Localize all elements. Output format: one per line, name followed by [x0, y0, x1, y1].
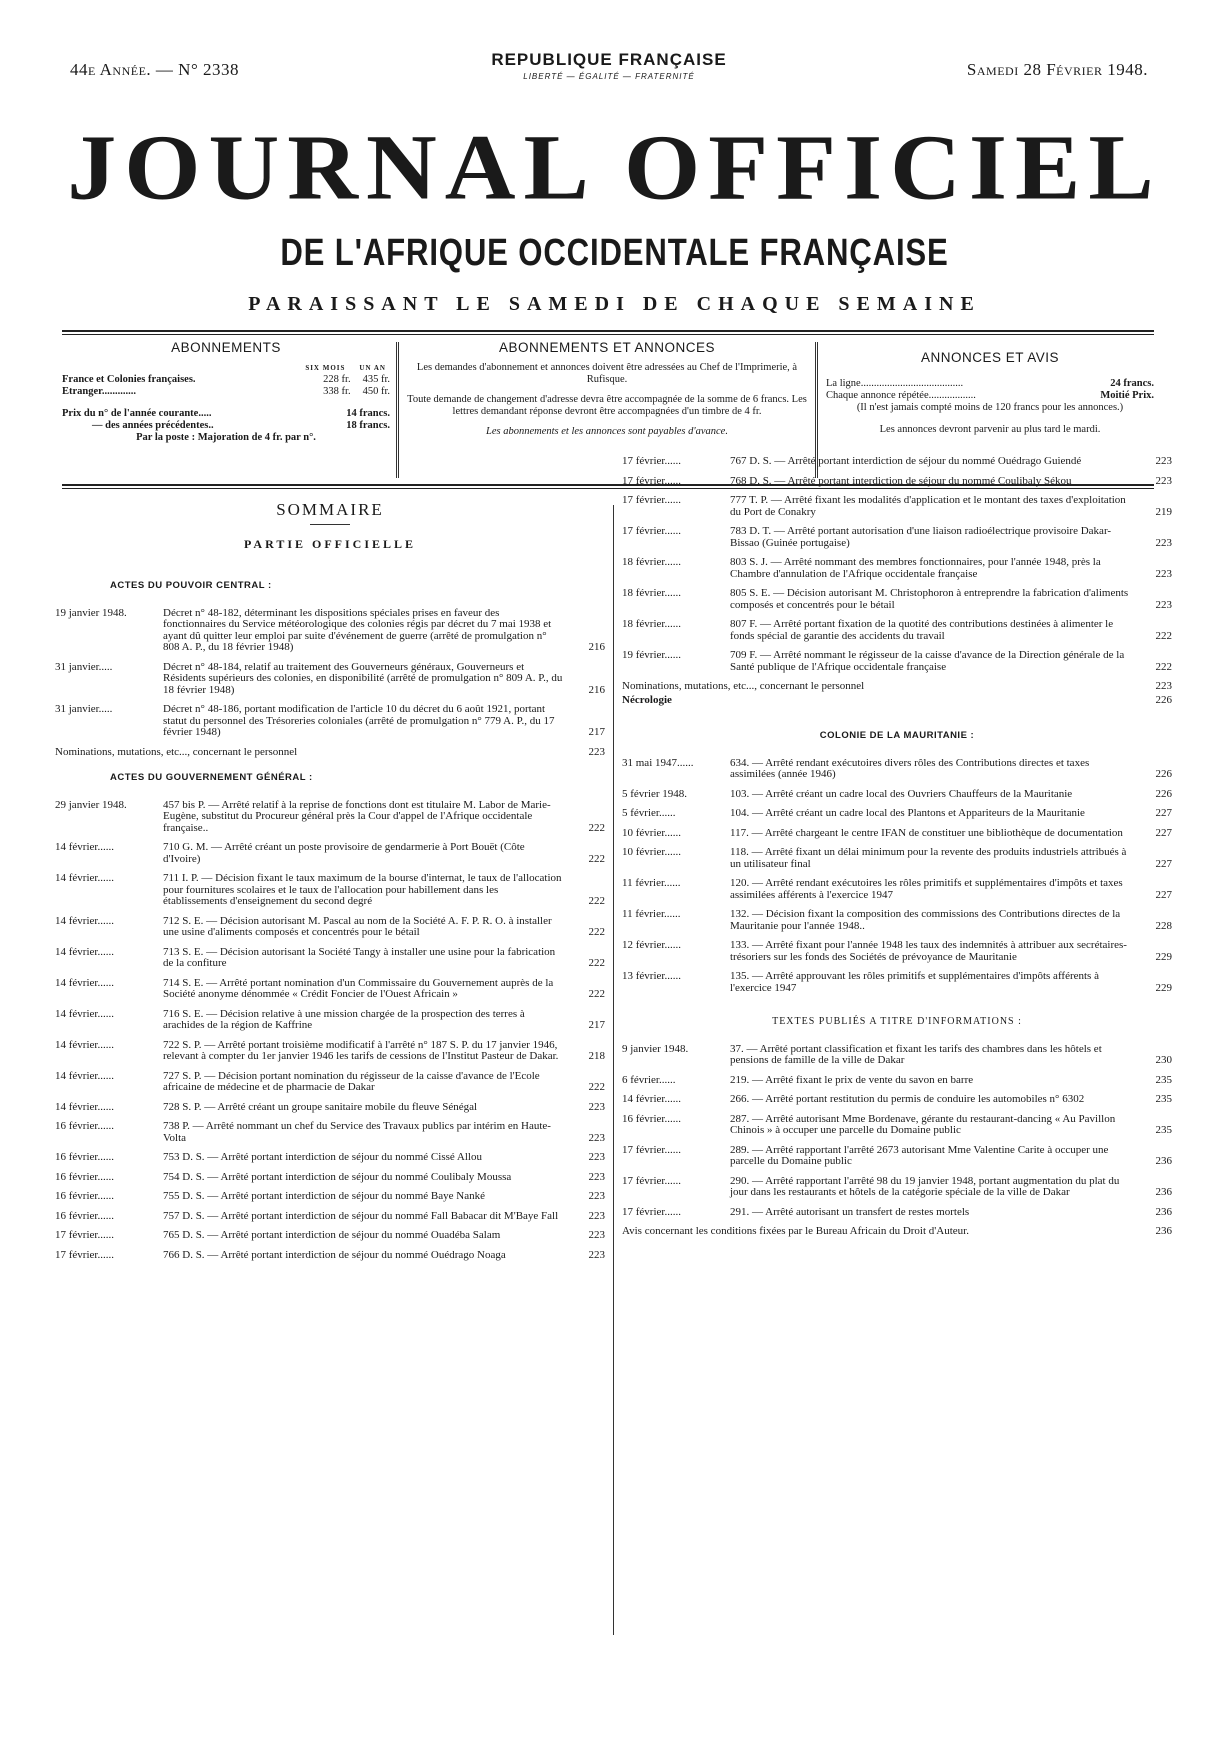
entry-date: 31 janvier.....: [55, 703, 113, 715]
address-note: Les demandes d'abonnement et annonces doivent être adressées au Chef de l'Imprimerie, à Rufisque.: [416, 362, 798, 385]
entry-page: 222: [588, 926, 605, 938]
entry-date: 16 février......: [55, 1170, 114, 1183]
sommaire-title: SOMMAIRE: [276, 500, 384, 519]
entry-page: 223: [1155, 474, 1172, 487]
entry-text: 716 S. E. — Décision relative à une mission chargée de la prospection des terres à arachides de la région de Kaffrine: [163, 1007, 525, 1031]
entry-page: 223: [1155, 536, 1172, 549]
entry-page: 236: [1155, 1186, 1172, 1198]
subscriptions-column-headers: [62, 362, 390, 374]
issue-date: Samedi 28 Février 1948.: [966, 60, 1148, 79]
sommaire-entry: [55, 947, 605, 970]
sommaire-entry: [622, 1094, 1172, 1106]
sommaire-entry: [622, 847, 1172, 870]
entry-text: 753 D. S. — Arrêté portant interdiction de séjour du nommé Cissé Allou: [163, 1151, 482, 1163]
sommaire-entry: [622, 650, 1172, 673]
necrologie-entry: Nécrologie 226: [622, 693, 1172, 706]
entry-text: 807 F. — Arrêté portant fixation de la quotité des contributions destinées à alimenter le fonds spécial de garantie des accidents du travail: [730, 618, 1114, 642]
sommaire-entry: [55, 916, 605, 939]
entry-page: 223: [588, 1131, 605, 1144]
sommaire-entry: [55, 1009, 605, 1032]
sommaire-entry: [55, 1102, 605, 1114]
entry-page: 223: [588, 1209, 605, 1222]
sommaire-entry: [622, 619, 1172, 642]
sommaire-entry: [55, 1211, 605, 1223]
sommaire-entry: [55, 1250, 605, 1262]
entry-text: 634. — Arrêté rendant exécutoires divers rôles des Contributions directes et taxes assimilées (année 1946): [730, 756, 1090, 780]
entry-page: 223: [1155, 455, 1172, 467]
entry-text: 757 D. S. — Arrêté portant interdiction de séjour du nommé Fall Babacar dit M'Baye Fall: [163, 1209, 559, 1222]
entry-text: 104. — Arrêté créant un cadre local des Plantons et Appariteurs de la Mauritanie: [730, 807, 1085, 819]
entry-text: 722 S. P. — Arrêté portant troisième modificatif à l'arrêté n° 187 S. P. du 17 janvier 1946, relevant à compter du 1er janvier 1946 les tarifs de cessions de l'Institut Pasteur de Dakar.: [163, 1038, 559, 1062]
entry-page: 219: [1155, 505, 1172, 518]
entry-date: 16 février......: [622, 1112, 681, 1125]
ads-notices-heading: ANNONCES ET AVIS: [920, 350, 1060, 365]
journal-subtitle: DE L'AFRIQUE OCCIDENTALE FRANÇAISE: [280, 232, 949, 274]
entry-date: 29 janvier 1948.: [55, 798, 127, 811]
entry-text: 219. — Arrêté fixant le prix de vente du savon en barre: [730, 1073, 974, 1086]
entry-page: 223: [588, 1229, 605, 1241]
sommaire-entry: [622, 1145, 1172, 1168]
sommaire-entry: [622, 526, 1172, 549]
entry-date: 11 février......: [622, 877, 681, 889]
entry-date: 14 février......: [55, 1038, 114, 1051]
entry-text: 266. — Arrêté portant restitution du permis de conduire les automobiles n° 6302: [730, 1093, 1085, 1105]
sommaire-entry: [622, 1207, 1172, 1219]
entry-text: 767 D. S. — Arrêté portant interdiction de séjour du nommé Ouédrago Guiendé: [730, 455, 1082, 467]
sommaire-entry: [55, 1191, 605, 1203]
sommaire-entry: [622, 1114, 1172, 1137]
entry-date: 18 février......: [622, 556, 681, 568]
entry-page: 230: [1155, 1054, 1172, 1066]
right-nominations-entry: Nominations, mutations, etc..., concernant le personnel 223: [622, 680, 1172, 692]
price-current-year: Prix du n° de l'année courante..... 14 francs.: [62, 408, 390, 419]
entry-date: 17 février......: [622, 455, 681, 467]
entry-text: 712 S. E. — Décision autorisant M. Pascal au nom de la Société A. F. P. R. O. à installer une usine d'aliments composés et concentrés pour le bétail: [163, 914, 552, 938]
sommaire-entry: [55, 873, 605, 908]
entry-text: 290. — Arrêté rapportant l'arrêté 98 du 19 janvier 1948, portant augmentation du plat du jour dans les restaurants et hôtels de la catégorie spéciale de la ville de Dakar: [730, 1174, 1120, 1198]
entry-text: 103. — Arrêté créant un cadre local des Ouvriers Chauffeurs de la Mauritanie: [730, 787, 1073, 800]
entry-date: 5 février......: [622, 807, 676, 819]
sommaire-entry: [622, 828, 1172, 840]
sommaire-entry: [622, 971, 1172, 994]
entry-date: 14 février......: [55, 872, 114, 884]
entry-text: 805 S. E. — Décision autorisant M. Christophoron à entreprendre la fabrication d'aliments composés et concentrés pour le bétail: [730, 587, 1129, 611]
sommaire-entry: [55, 1230, 605, 1242]
entry-text: 133. — Arrêté fixant pour l'année 1948 les taux des indemnités à attribuer aux secrétaires-trésoriers sur les fonds des Sociétés de prévoyance de Mauritanie: [730, 939, 1127, 963]
entry-date: 10 février......: [622, 846, 681, 858]
entry-text: Décret n° 48-184, relatif au traitement des Gouverneurs généraux, Gouverneurs et Résidents supérieurs des colonies, en disponibilité (arrêté de promulgation n° 809 A. P., du 18 février 1948): [163, 660, 563, 696]
publication-frequency: PARAISSANT LE SAMEDI DE CHAQUE SEMAINE: [248, 293, 981, 315]
entry-text: 738 P. — Arrêté nommant un chef du Service des Travaux publics par intérim en Haute-Volta: [163, 1120, 551, 1144]
entry-page: 217: [588, 1019, 605, 1031]
ad-repeat-price: Chaque annonce répétée.................. Moitié Prix.: [826, 390, 1154, 401]
sommaire-entry: [622, 789, 1172, 801]
sommaire-right-column: [622, 456, 1172, 1246]
entry-date: 18 février......: [622, 587, 681, 599]
entry-text: Décret n° 48-186, portant modification de l'article 10 du décret du 6 août 1921, portant statut du personnel des Trésoreries coloniales (arrêté de promulgation n° 779 A. P., du 17 février 1948): [163, 703, 555, 738]
entry-page: 223: [588, 1151, 605, 1163]
sommaire-entry: [622, 758, 1172, 781]
sommaire-entry: [55, 1152, 605, 1164]
entry-page: 235: [1155, 1093, 1172, 1105]
subscriptions-and-ads-heading: ABONNEMENTS ET ANNONCES: [498, 340, 716, 355]
entry-date: 19 février......: [622, 649, 681, 661]
entry-page: 228: [1155, 919, 1172, 932]
entry-date: 14 février......: [55, 1100, 114, 1113]
entry-date: 14 février......: [622, 1093, 681, 1105]
sommaire-entry: [622, 1075, 1172, 1087]
section-textes-informations: TEXTES PUBLIÉS A TITRE D'INFORMATIONS :: [772, 1016, 1022, 1027]
entry-date: 16 février......: [55, 1151, 114, 1163]
entry-page: 223: [588, 1248, 605, 1261]
entry-page: 227: [1155, 857, 1172, 870]
ad-deadline-note: Les annonces devront parvenir au plus tard le mardi.: [879, 424, 1101, 435]
entry-date: 14 février......: [55, 914, 114, 927]
textes-informations-list: [622, 1044, 1172, 1219]
header-rule-top-thin: [62, 334, 1154, 335]
entry-date: 14 février......: [55, 945, 114, 958]
box-separator-1: [396, 342, 399, 478]
entry-text: 803 S. J. — Arrêté nommant des membres fonctionnaires, pour l'année 1948, près la Chambre d'annulation de l'Afrique occidentale française: [730, 556, 1101, 580]
entry-date: 12 février......: [622, 939, 681, 951]
column-separator: [613, 505, 614, 1635]
entry-date: 16 février......: [55, 1190, 114, 1202]
entry-date: 9 janvier 1948.: [622, 1042, 689, 1055]
sommaire-entry: [622, 476, 1172, 488]
sommaire-entry: [55, 1172, 605, 1184]
sommaire-entry: [622, 456, 1172, 468]
entry-date: 16 février......: [55, 1209, 114, 1222]
entry-page: 222: [588, 957, 605, 969]
entry-page: 222: [588, 988, 605, 1000]
entry-text: 132. — Décision fixant la composition des commissions des Contributions directes de la Mauritanie pour l'année 1948..: [730, 908, 1121, 932]
sommaire-entry: [622, 808, 1172, 820]
entry-date: 17 février......: [622, 1174, 681, 1187]
sommaire-entry: [55, 608, 605, 654]
entry-text: 37. — Arrêté portant classification et fixant les tarifs des chambres dans les hôtels et pensions de famille de la ville de Dakar: [730, 1042, 1102, 1066]
entry-date: 11 février......: [622, 908, 681, 920]
entry-text: 118. — Arrêté fixant un délai minimum pour la revente des produits industriels attribués à un utilisateur final: [730, 846, 1127, 870]
entry-text: 117. — Arrêté chargeant le centre IFAN de constituer une bibliothèque de documentation: [730, 826, 1123, 839]
entry-page: 222: [1155, 629, 1172, 642]
entry-text: 777 T. P. — Arrêté fixant les modalités d'application et le montant des taxes d'exploitation du Port de Conakry: [730, 494, 1126, 518]
sommaire-entry: [55, 842, 605, 865]
republic-name: REPUBLIQUE FRANÇAISE: [491, 50, 727, 69]
entry-text: 755 D. S. — Arrêté portant interdiction de séjour du nommé Baye Nanké: [163, 1190, 485, 1202]
change-address-note: Toute demande de changement d'adresse devra être accompagnée de la somme de 6 francs. Les lettres demandant réponse devront être accompagnées d'un timbre de 4 fr.: [407, 394, 807, 417]
entry-page: 218: [588, 1050, 605, 1062]
entry-page: 227: [1155, 807, 1172, 819]
entry-text: 711 I. P. — Décision fixant le taux maximum de la bourse d'internat, le taux de l'allocation pour fournitures scolaires et le taux de l'allocation pour habillement dans les établissements d'enseignement du second degré: [163, 872, 562, 907]
entry-text: 120. — Arrêté rendant exécutoires les rôles primitifs et supplémentaires d'impôts et taxes assimilées afférents à l'exercice 1947: [730, 877, 1123, 901]
entry-date: 14 février......: [55, 1069, 114, 1082]
entry-date: 13 février......: [622, 970, 681, 982]
entry-page: 229: [1155, 950, 1172, 963]
sommaire-entry: [622, 878, 1172, 901]
entry-page: 222: [588, 852, 605, 865]
entry-date: 10 février......: [622, 826, 681, 839]
sommaire-entry: [55, 978, 605, 1001]
entry-page: 223: [588, 1100, 605, 1113]
republic-header: [491, 50, 726, 81]
entry-date: 31 mai 1947......: [622, 756, 694, 769]
entry-date: 14 février......: [55, 1007, 114, 1020]
entry-text: 765 D. S. — Arrêté portant interdiction de séjour du nommé Ouadéba Salam: [163, 1229, 501, 1241]
entry-page: 236: [1155, 1205, 1172, 1218]
subscription-row-foreign: Etranger............. 338 fr. 450 fr.: [62, 386, 390, 397]
sommaire-entry: [55, 1040, 605, 1063]
subscriptions-heading: ABONNEMENTS: [171, 340, 281, 355]
entry-page: 222: [588, 821, 605, 834]
sommaire-entry: [55, 1071, 605, 1094]
avis-droit-auteur-entry: Avis concernant les conditions fixées par le Bureau Africain du Droit d'Auteur. 236: [622, 1225, 1172, 1237]
sommaire-entry: [622, 909, 1172, 932]
entry-date: 17 février......: [55, 1248, 114, 1261]
price-previous-years: — des années précédentes.. 18 francs.: [92, 420, 390, 431]
entry-text: 714 S. E. — Arrêté portant nomination d'un Commissaire du Gouvernement auprès de la Société anonyme dénommée « Crédit Foncier de l'Ouest Africain »: [163, 976, 554, 1000]
entry-date: 14 février......: [55, 841, 114, 853]
entry-date: 17 février......: [622, 1205, 681, 1218]
ad-line-price: La ligne....................................... 24 francs.: [826, 378, 1154, 389]
header-rule-top: [62, 330, 1154, 332]
entry-date: 17 février......: [55, 1229, 114, 1241]
entry-text: 728 S. P. — Arrêté créant un groupe sanitaire mobile du fleuve Sénégal: [163, 1100, 478, 1113]
sommaire-entry: [622, 588, 1172, 611]
sommaire-entry: [622, 495, 1172, 518]
entry-date: 17 février......: [622, 474, 681, 487]
entry-date: 5 février 1948.: [622, 787, 688, 800]
entry-text: 783 D. T. — Arrêté portant autorisation d'une liaison radioélectrique provisoire Dakar-Bissao (Guinée portugaise): [730, 525, 1112, 549]
pouvoir-central-list: [55, 608, 605, 739]
entry-page: 235: [1155, 1073, 1172, 1086]
entry-date: 17 février......: [622, 525, 681, 537]
sommaire-entry: [622, 557, 1172, 580]
entry-page: 236: [1155, 1155, 1172, 1167]
col-six-months: SIX MOIS: [305, 364, 346, 372]
entry-page: 227: [1155, 826, 1172, 839]
payment-note: Les abonnements et les annonces sont payables d'avance.: [486, 426, 728, 437]
entry-page: 235: [1155, 1124, 1172, 1136]
republic-motto: LIBERTÉ — ÉGALITÉ — FRATERNITÉ: [523, 72, 695, 81]
issue-number: 44e Année. — N° 2338: [70, 60, 239, 79]
sommaire-entry: [622, 940, 1172, 963]
entry-text: 289. — Arrêté rapportant l'arrêté 2673 autorisant Mme Valentine Carite à occuper une parcelle du Domaine public: [730, 1143, 1109, 1167]
entry-text: 291. — Arrêté autorisant un transfert de restes mortels: [730, 1205, 970, 1218]
entry-page: 216: [588, 641, 605, 653]
entry-text: 768 D. S. — Arrêté portant interdiction de séjour du nommé Coulibaly Sékou: [730, 474, 1072, 487]
masthead-top-row: [70, 50, 1148, 90]
entry-page: 223: [1155, 598, 1172, 611]
entry-text: 287. — Arrêté autorisant Mme Bordenave, gérante du restaurant-dancing « Au Pavillon Chinois » à occuper une parcelle du Domaine public: [730, 1112, 1116, 1136]
sommaire-entry: [55, 800, 605, 835]
section-gouvernement-general: ACTES DU GOUVERNEMENT GÉNÉRAL :: [110, 772, 313, 783]
entry-date: 17 février......: [622, 1143, 681, 1156]
entry-date: 14 février......: [55, 976, 114, 989]
entry-page: 227: [1155, 888, 1172, 901]
sommaire-entry: [55, 1121, 605, 1144]
entry-page: 217: [588, 726, 605, 738]
subscriptions-box: [62, 342, 390, 482]
section-mauritanie: COLONIE DE LA MAURITANIE :: [819, 730, 975, 741]
entry-text: 754 D. S. — Arrêté portant interdiction de séjour du nommé Coulibaly Moussa: [163, 1170, 512, 1183]
entry-date: 6 février......: [622, 1073, 676, 1086]
entry-text: 710 G. M. — Arrêté créant un poste provisoire de gendarmerie à Port Bouët (Côte d'Ivoire): [163, 841, 525, 865]
sommaire-left-column: [55, 500, 605, 1269]
entry-date: 16 février......: [55, 1120, 114, 1132]
entry-text: 713 S. E. — Décision autorisant la Société Tangy à installer une usine pour la fabrication de la confiture: [163, 945, 556, 969]
gouvernement-general-list: [55, 800, 605, 1262]
entry-text: 709 F. — Arrêté nommant le régisseur de la caisse d'avance de la Direction générale de la Santé publique de l'Afrique occidentale française: [730, 649, 1125, 673]
journal-title: JOURNAL OFFICIEL: [67, 116, 1162, 220]
entry-text: 766 D. S. — Arrêté portant interdiction de séjour du nommé Ouédrago Noaga: [163, 1248, 506, 1261]
pouvoir-nominations-entry: Nominations, mutations, etc..., concernant le personnel 223: [55, 745, 605, 758]
partie-officielle-heading: PARTIE OFFICIELLE: [243, 536, 417, 551]
entry-text: 727 S. P. — Décision portant nomination du régisseur de la caisse d'avance de l'Ecole africaine de médecine et de pharmacie de Dakar: [163, 1069, 540, 1093]
entry-page: 222: [588, 1081, 605, 1093]
postal-surcharge: Par la poste : Majoration de 4 fr. par n°.: [136, 432, 316, 443]
entry-page: 229: [1155, 981, 1172, 994]
entry-page: 223: [588, 1170, 605, 1183]
entry-text: Décret n° 48-182, déterminant les dispositions spéciales prises en faveur des fonctionnaires du Service météorologique des colonies régis par décret du 7 mai 1938 et ayant dû quitter leur emploi par suite d'événement de guerre (arrêté de promulgation n° 808 A. P., du 18 février 1948): [163, 606, 552, 653]
entry-page: 216: [588, 683, 605, 696]
mauritanie-list: [622, 758, 1172, 995]
sommaire-entry: [622, 1176, 1172, 1199]
entry-page: 223: [1155, 567, 1172, 580]
gouvernement-general-continued-list: [622, 456, 1172, 673]
col-one-year: UN AN: [359, 364, 386, 372]
entry-date: 19 janvier 1948.: [55, 606, 127, 619]
sommaire-entry: [55, 662, 605, 697]
entry-date: 31 janvier.....: [55, 660, 113, 673]
sommaire-entry: [55, 704, 605, 739]
entry-page: 223: [588, 1190, 605, 1202]
entry-date: 18 février......: [622, 618, 681, 630]
entry-page: 222: [588, 895, 605, 907]
section-pouvoir-central: ACTES DU POUVOIR CENTRAL :: [110, 580, 272, 591]
entry-date: 17 février......: [622, 494, 681, 506]
entry-text: 457 bis P. — Arrêté relatif à la reprise de fonctions dont est titulaire M. Labor de Marie-Eugène, substitut du Procureur général près la Cour d'appel de l'Afrique occidentale française..: [163, 798, 551, 834]
title-dash: [310, 524, 350, 525]
ad-minimum-note: (Il n'est jamais compté moins de 120 francs pour les annonces.): [856, 402, 1124, 413]
entry-page: 226: [1155, 768, 1172, 780]
subscription-row-france: France et Colonies françaises. 228 fr. 435 fr.: [62, 374, 390, 385]
entry-text: 135. — Arrêté approuvant les rôles primitifs et supplémentaires d'impôts afférents à l'exercice 1947: [730, 970, 1099, 994]
entry-page: 222: [1155, 660, 1172, 673]
entry-page: 226: [1155, 787, 1172, 800]
sommaire-entry: [622, 1044, 1172, 1067]
